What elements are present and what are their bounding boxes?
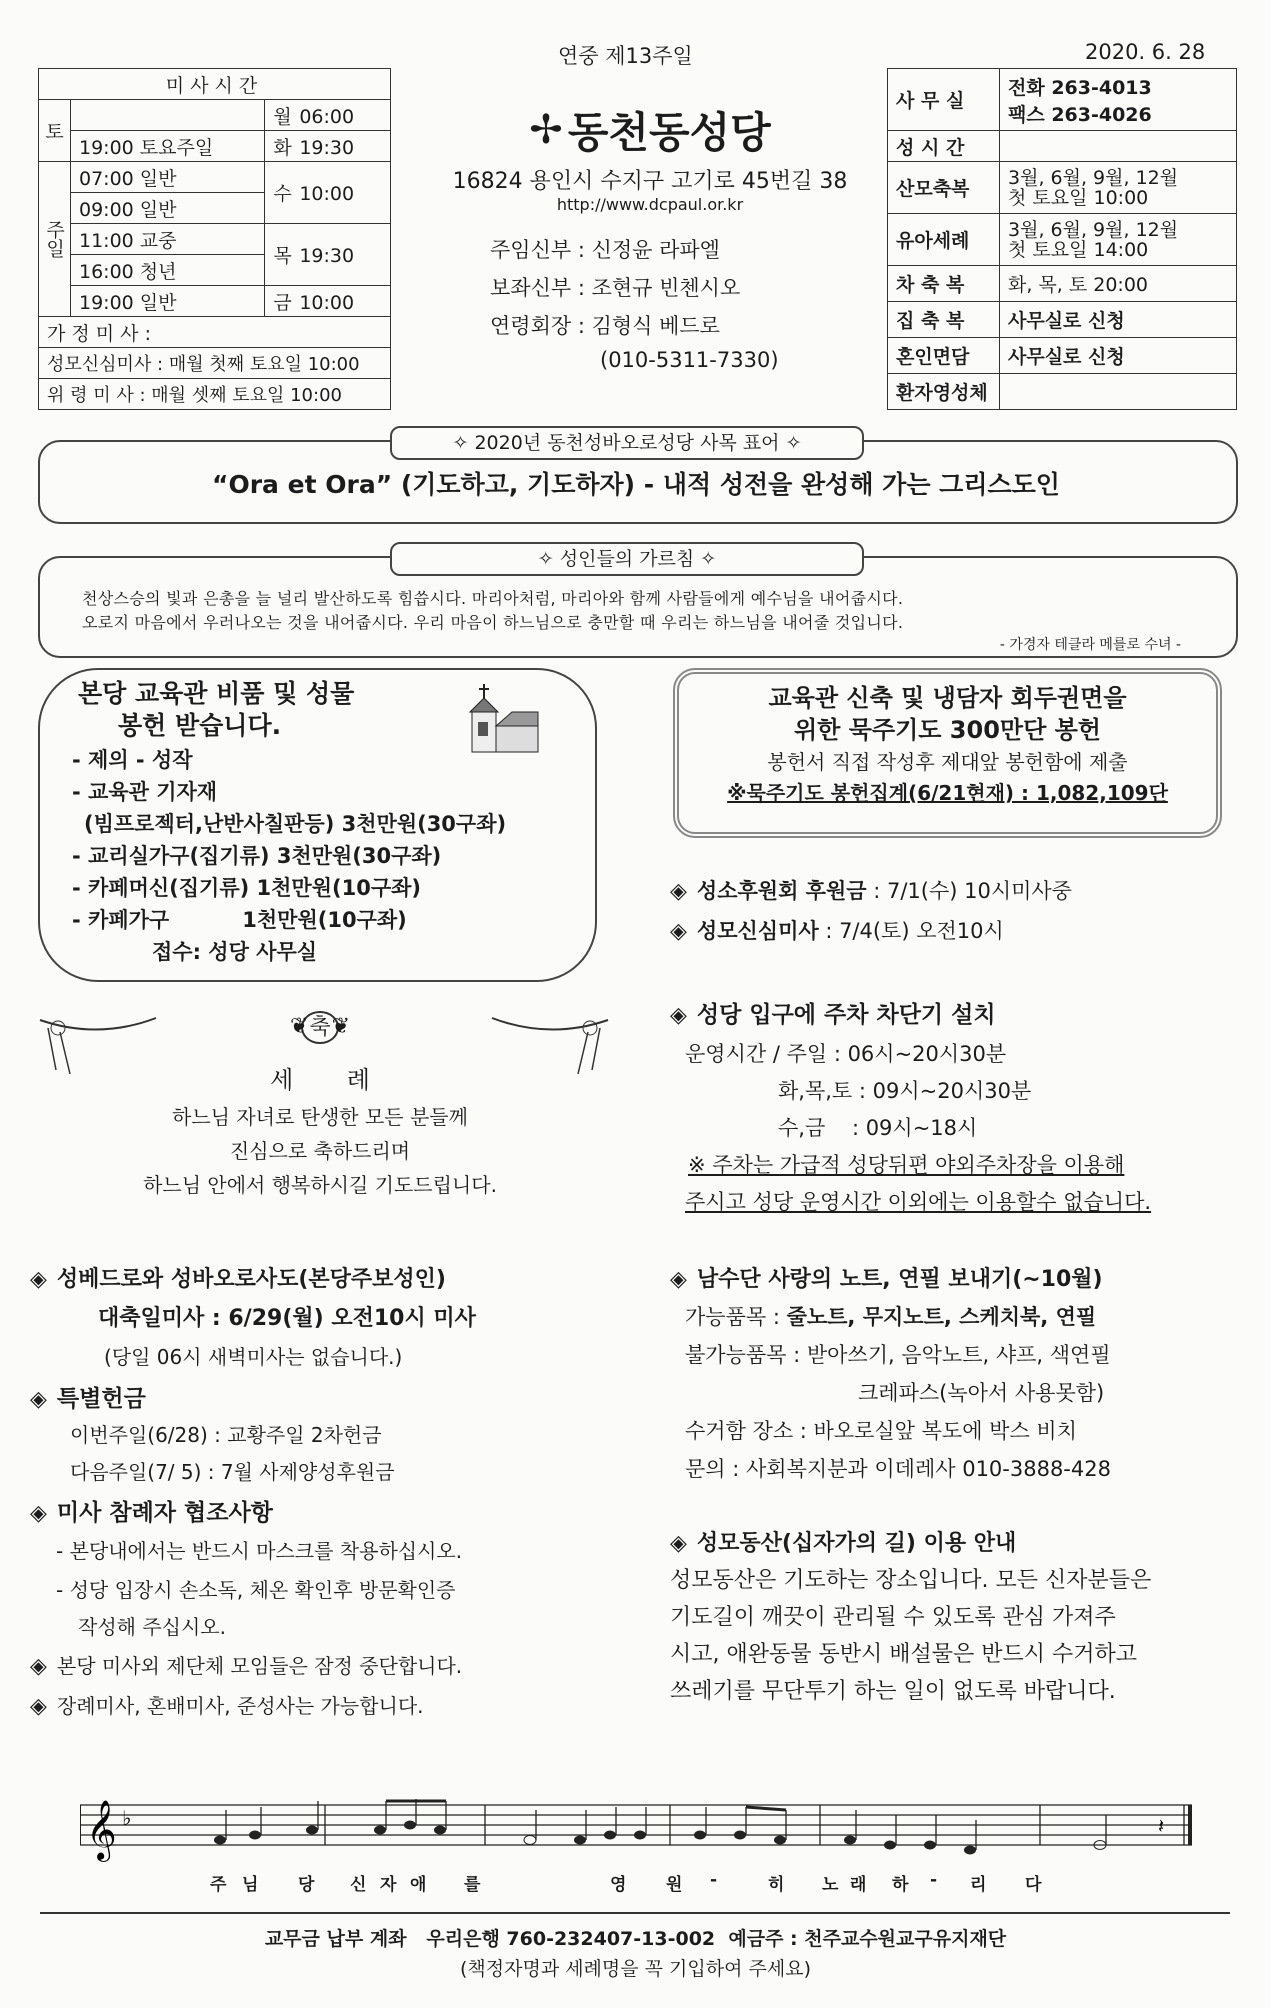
office-label: 집 축 복 bbox=[888, 302, 1000, 338]
prayer-content bbox=[673, 682, 1222, 808]
diamond-icon: ◈ bbox=[30, 1694, 47, 1719]
office-value: 전화 263-4013 팩스 263-4026 bbox=[1000, 69, 1237, 131]
offering-title: ◈ 특별헌금 bbox=[30, 1386, 146, 1412]
list-item: - 제의 - 성작 bbox=[72, 748, 193, 772]
list-item: - 카페머신(집기류) 1천만원(10구좌) bbox=[72, 876, 421, 900]
diamond-icon: ◈ bbox=[670, 1003, 687, 1028]
office-value: 화, 목, 토 20:00 bbox=[1000, 266, 1237, 302]
sunday-slot: 19:00 일반 bbox=[71, 286, 265, 317]
office-label: 유아세례 bbox=[888, 214, 1000, 266]
cross-logo-icon: ✢ bbox=[529, 107, 563, 153]
office-value: 사무실로 신청 bbox=[1000, 302, 1237, 338]
sunday-label: 주일 bbox=[39, 162, 71, 317]
parking-hours: 화,목,토 : 09시~20시30분 bbox=[778, 1079, 1032, 1103]
ribbon-left-icon bbox=[38, 1010, 158, 1084]
assistant-priest: 보좌신부 : 조현규 빈첸시오 bbox=[490, 276, 741, 300]
svg-text:𝄞: 𝄞 bbox=[86, 1800, 117, 1860]
footer-divider bbox=[40, 1912, 1230, 1914]
list-item: - 교육관 기자재 bbox=[72, 780, 218, 804]
office-value bbox=[1000, 131, 1237, 162]
prayer-title1: 교육관 신축 및 냉담자 회두권면을 bbox=[768, 684, 1127, 712]
office-label: 혼인면담 bbox=[888, 338, 1000, 374]
diamond-icon: ◈ bbox=[670, 879, 687, 904]
requiem-mass-row: 위 령 미 사 : 매월 셋째 토요일 10:00 bbox=[39, 379, 391, 410]
donation-contact: 접수: 성당 사무실 bbox=[152, 940, 318, 964]
office-label: 환자영성체 bbox=[888, 374, 1000, 410]
baptism-title: 세 례 bbox=[270, 1066, 370, 1094]
event-item: ◈ 성소후원회 후원금 : 7/1(수) 10시미사중 bbox=[670, 879, 1072, 904]
mass-rule: ◈ 본당 미사외 제단체 모임들은 잠정 중단합니다. bbox=[30, 1654, 463, 1679]
office-value: 3월, 6월, 9월, 12월 첫 토요일 14:00 bbox=[1000, 214, 1237, 266]
saints-tag: ✧ 성인들의 가르침 ✧ bbox=[390, 542, 864, 576]
svg-text:𝄽: 𝄽 bbox=[1158, 1814, 1165, 1838]
motto-text: “Ora et Ora” (기도하고, 기도하자) - 내적 성전을 완성해 가는 그리스도인 bbox=[212, 470, 1060, 499]
office-label: 사 무 실 bbox=[888, 69, 1000, 131]
sunday-slot: 16:00 청년 bbox=[71, 255, 265, 286]
saturday-label: 토 bbox=[39, 100, 71, 162]
diamond-icon: ◈ bbox=[670, 919, 687, 944]
footer-note: (책정자명과 세례명을 꼭 기입하여 주세요) bbox=[459, 1958, 811, 1980]
weekday-row: 금 10:00 bbox=[265, 286, 391, 317]
diamond-icon: ◈ bbox=[30, 1654, 47, 1679]
notebook-no2: 크레파스(녹아서 사용못함) bbox=[858, 1381, 1105, 1405]
saints-line1: 천상스승의 빛과 은총을 늘 널리 발산하도록 힘씁시다. 마리아처럼, 마리아와 함께 사람들에게 예수님을 내어줍시다. bbox=[82, 589, 904, 608]
event-item: ◈ 성모신심미사 : 7/4(토) 오전10시 bbox=[670, 919, 1004, 944]
mass-rule: ◈ 장례미사, 혼배미사, 준성사는 가능합니다. bbox=[30, 1694, 424, 1719]
offering-line: 다음주일(7/ 5) : 7월 사제양성후원금 bbox=[70, 1460, 395, 1484]
feast-subtitle: 대축일미사 : 6/29(월) 오전10시 미사 bbox=[98, 1306, 476, 1331]
mass-rules-title: ◈ 미사 참례자 협조사항 bbox=[30, 1500, 273, 1526]
notebook-contact: 문의 : 사회복지분과 이데레사 010-3888-428 bbox=[685, 1457, 1111, 1481]
weekday-row: 화 19:30 bbox=[265, 131, 391, 162]
diamond-icon: ◈ bbox=[30, 1387, 47, 1412]
baptism-message: 하느님 자녀로 탄생한 모든 분들께 진심으로 축하드리며 하느님 안에서 행복하시길 기도드립니다. bbox=[143, 1105, 497, 1197]
office-label: 차 축 복 bbox=[888, 266, 1000, 302]
church-address: 16824 용인시 수지구 고기로 45번길 38 bbox=[452, 169, 848, 194]
prayer-note: 봉헌서 직접 작성후 제대앞 봉헌함에 제출 bbox=[767, 750, 1128, 774]
office-label: 산모축복 bbox=[888, 162, 1000, 214]
notebook-ok: 가능품목 : 줄노트, 무지노트, 스케치북, 연필 bbox=[685, 1305, 1097, 1329]
celebration-badge: ❦ 축 ❦ bbox=[292, 1010, 348, 1054]
weekday-row: 목 19:30 bbox=[265, 224, 391, 286]
prayer-total: ※묵주기도 봉헌집계(6/21현재) : 1,082,109단 bbox=[727, 781, 1168, 805]
mass-rule: - 성당 입장시 손소독, 체온 확인후 방문확인증 bbox=[56, 1578, 456, 1602]
weekday-row: 월 06:00 bbox=[265, 100, 391, 131]
diamond-icon: ◈ bbox=[670, 1267, 687, 1292]
chairman-phone: (010-5311-7330) bbox=[600, 348, 779, 372]
notebook-no: 불가능품목 : 받아쓰기, 음악노트, 샤프, 색연필 bbox=[685, 1343, 1111, 1367]
mass-rule: 작성해 주십시오. bbox=[78, 1615, 226, 1639]
mass-schedule-table bbox=[38, 68, 391, 410]
parking-note: ※ 주차는 가급적 성당뒤편 야외주차장을 이용해 bbox=[688, 1153, 1125, 1177]
office-value: 사무실로 신청 bbox=[1000, 338, 1237, 374]
church-name: 동천동성당 bbox=[567, 108, 771, 157]
offering-line: 이번주일(6/28) : 교황주일 2차헌금 bbox=[70, 1423, 382, 1447]
parking-title: ◈ 성당 입구에 주차 차단기 설치 bbox=[670, 1002, 996, 1028]
home-mass-row: 가 정 미 사 : bbox=[39, 317, 391, 348]
donation-items bbox=[72, 744, 506, 968]
office-label: 성 시 간 bbox=[888, 131, 1000, 162]
saturday-slot: 19:00 토요주일 bbox=[71, 131, 265, 162]
pastor: 주임신부 : 신정윤 라파엘 bbox=[490, 238, 720, 262]
bulletin-date: 2020. 6. 28 bbox=[1085, 40, 1206, 64]
mass-schedule-title: 미사시간 bbox=[39, 69, 391, 100]
saints-line2: 오로지 마음에서 우러나오는 것을 내어줍시다. 우리 마음이 하느님으로 충만할 때 우리는 하느님을 내어줄 것입니다. bbox=[82, 613, 904, 632]
sunday-slot: 09:00 일반 bbox=[71, 193, 265, 224]
svg-text:♭: ♭ bbox=[122, 1806, 132, 1830]
office-table bbox=[887, 68, 1237, 410]
feast-title: ◈ 성베드로와 성바오로사도(본당주보성인) bbox=[30, 1267, 446, 1292]
saturday-slot bbox=[71, 100, 265, 131]
saints-source: - 가경자 테클라 메를로 수녀 - bbox=[999, 637, 1181, 653]
church-url[interactable]: http://www.dcpaul.or.kr bbox=[556, 195, 744, 214]
feast-note: (당일 06시 새벽미사는 없습니다.) bbox=[104, 1345, 403, 1369]
list-item: (빔프로젝터,난반사칠판등) 3천만원(30구좌) bbox=[84, 812, 507, 836]
office-value bbox=[1000, 374, 1237, 410]
church-info bbox=[430, 100, 870, 372]
sunday-slot: 07:00 일반 bbox=[71, 162, 265, 193]
mass-rule: - 본당내에서는 반드시 마스크를 착용하십시오. bbox=[56, 1539, 463, 1563]
trail-text: 성모동산은 기도하는 장소입니다. 모든 신자분들은 기도길이 깨끗이 관리될 수 있도록 관심 가져주 시고, 애완동물 동반시 배설물은 반드시 수거하고 쓰레기를 무단투기 하는 일이 없도록 바랍니다. bbox=[670, 1568, 1152, 1704]
list-item: - 교리실가구(집기류) 3천만원(30구좌) bbox=[72, 844, 442, 868]
music-staff bbox=[80, 1795, 1200, 1869]
sunday-slot: 11:00 교중 bbox=[71, 224, 265, 255]
trail-title: ◈ 성모동산(십자가의 길) 이용 안내 bbox=[670, 1531, 1017, 1556]
parking-hours: 운영시간 / 주일 : 06시~20시30분 bbox=[685, 1042, 1007, 1066]
donation-account: 교무금 납부 계좌 우리은행 760-232407-13-002 예금주 : 천주교수원교구유지재단 bbox=[264, 1928, 1007, 1950]
diamond-icon: ◈ bbox=[30, 1267, 47, 1292]
parking-hours: 수,금 : 09시~18시 bbox=[778, 1116, 978, 1140]
mother-mass-row: 성모신심미사 : 매월 첫째 토요일 10:00 bbox=[39, 348, 391, 379]
motto-tag: ✧ 2020년 동천성바오로성당 사목 표어 ✧ bbox=[390, 426, 864, 460]
weekday-row: 수 10:00 bbox=[265, 162, 391, 224]
hymn-lyrics: 주 님 당 신 자 애 를 영 원 - 히 노 래 하 - 리 다 bbox=[210, 1870, 1042, 1895]
parking-note: 주시고 성당 운영시간 이외에는 이용할수 없습니다. bbox=[685, 1190, 1152, 1214]
ribbon-right-icon bbox=[490, 1010, 610, 1084]
diamond-icon: ◈ bbox=[30, 1501, 47, 1526]
notebook-place: 수거함 장소 : 바오로실앞 복도에 박스 비치 bbox=[685, 1419, 1077, 1443]
donation-title: 본당 교육관 비품 및 성물 봉헌 받습니다. bbox=[78, 679, 355, 740]
funeral-chairman: 연령회장 : 김형식 베드로 bbox=[490, 314, 720, 338]
diamond-icon: ◈ bbox=[670, 1531, 687, 1556]
prayer-title2: 위한 묵주기도 300만단 봉헌 bbox=[793, 716, 1101, 744]
list-item: - 카페가구 1천만원(10구좌) bbox=[72, 908, 407, 932]
week-label: 연중 제13주일 bbox=[558, 44, 693, 68]
notebook-title: ◈ 남수단 사랑의 노트, 연필 보내기(~10월) bbox=[670, 1267, 1103, 1292]
office-value: 3월, 6월, 9월, 12월 첫 토요일 10:00 bbox=[1000, 162, 1237, 214]
